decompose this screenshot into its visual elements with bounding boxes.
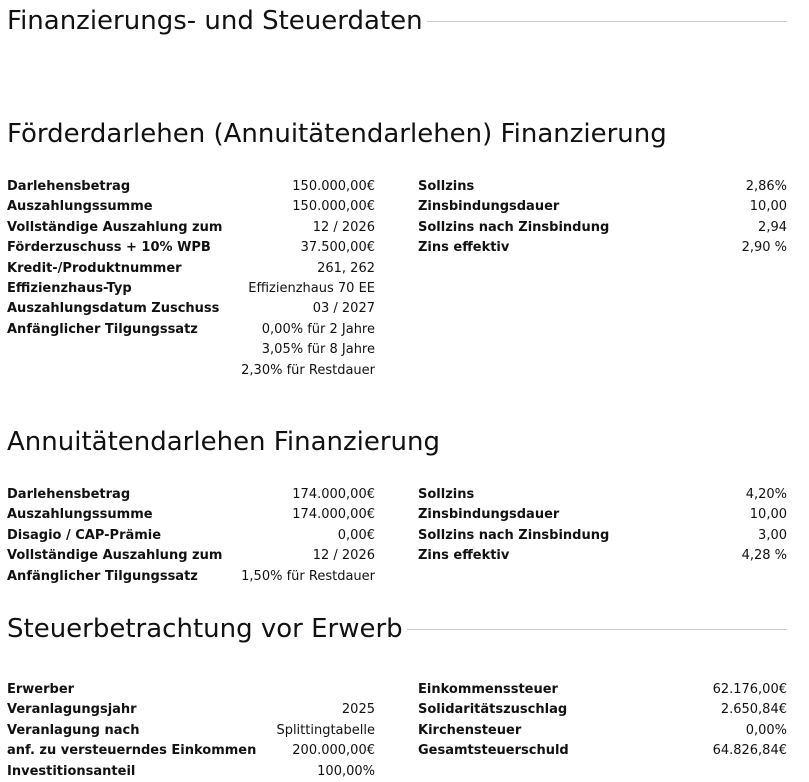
detail-value: 10,00 (749, 507, 787, 523)
detail-row (7, 505, 375, 525)
detail-label: Anfänglicher Tilgungssatz (7, 568, 198, 584)
detail-value: 2.650,84€ (720, 702, 787, 718)
detail-label: Vollständige Auszahlung zum (7, 219, 223, 235)
detail-value: 3,00 (758, 527, 787, 543)
detail-label: Einkommenssteuer (418, 682, 558, 697)
detail-row (7, 361, 375, 381)
detail-row (7, 218, 375, 238)
detail-value: 2,94 (758, 219, 787, 235)
detail-label: Vollständige Auszahlung zum (7, 548, 223, 564)
detail-label: Erwerber (7, 682, 75, 697)
loan2-title: Annuitätendarlehen Finanzierung (7, 427, 440, 457)
detail-row (418, 505, 787, 525)
detail-row (7, 721, 375, 741)
detail-label: Darlehensbetrag (7, 179, 131, 194)
detail-row (7, 680, 375, 700)
loan1-left-column (7, 177, 375, 381)
detail-row (418, 485, 787, 505)
detail-label: Darlehensbetrag (7, 487, 131, 502)
detail-value: 261, 262 (317, 260, 375, 276)
detail-value: 10,00 (749, 199, 787, 215)
tax-left-column (7, 680, 375, 782)
detail-row (418, 177, 787, 197)
loan1-title: Förderdarlehen (Annuitätendarlehen) Finanzierung (7, 119, 667, 149)
detail-row (7, 177, 375, 197)
detail-label: Kirchensteuer (418, 722, 522, 738)
detail-label: Veranlagung nach (7, 722, 140, 738)
detail-row (7, 700, 375, 720)
detail-label: Auszahlungssumme (7, 507, 153, 523)
detail-value: 3,05% für 8 Jahre (261, 342, 375, 358)
detail-row (7, 762, 375, 782)
detail-label: Sollzins nach Zinsbindung (418, 219, 610, 235)
detail-row (7, 741, 375, 761)
detail-value: 150.000,00€ (292, 179, 375, 194)
detail-row (418, 238, 787, 258)
loan2-right-column (418, 485, 787, 567)
detail-value: 12 / 2026 (312, 548, 375, 564)
page-header (7, 4, 787, 38)
detail-value: 2,86% (745, 179, 787, 194)
detail-row (418, 218, 787, 238)
detail-label: Sollzins (418, 487, 475, 502)
detail-label: Auszahlungsdatum Zuschuss (7, 301, 220, 317)
detail-value: 100,00% (317, 763, 375, 779)
detail-row (7, 546, 375, 566)
detail-row (418, 526, 787, 546)
tax-divider (407, 629, 787, 630)
detail-row (7, 340, 375, 360)
detail-label: Zins effektiv (418, 548, 510, 564)
detail-value: 03 / 2027 (312, 301, 375, 317)
page-title: Finanzierungs- und Steuerdaten (7, 6, 423, 36)
detail-label: Veranlagungsjahr (7, 702, 137, 718)
loan2-left-column (7, 485, 375, 587)
detail-row (7, 567, 375, 587)
detail-value: 150.000,00€ (292, 199, 375, 215)
detail-row (7, 299, 375, 319)
detail-row (418, 197, 787, 217)
detail-value: 37.500,00€ (300, 240, 375, 256)
detail-row (7, 485, 375, 505)
detail-value: 174.000,00€ (292, 507, 375, 523)
detail-label: Zins effektiv (418, 240, 510, 256)
detail-row (7, 320, 375, 340)
detail-value: 2,30% für Restdauer (241, 362, 375, 378)
detail-value: 174.000,00€ (292, 487, 375, 502)
detail-label: Anfänglicher Tilgungssatz (7, 321, 198, 337)
detail-value: 1,50% für Restdauer (241, 568, 375, 584)
detail-label: anf. zu versteuerndes Einkommen (7, 743, 257, 759)
detail-label: Solidaritätszuschlag (418, 702, 568, 718)
detail-row (7, 259, 375, 279)
detail-value: 12 / 2026 (312, 219, 375, 235)
detail-value: 64.826,84€ (712, 743, 787, 759)
detail-label: Kredit-/Produktnummer (7, 260, 182, 276)
detail-row (418, 680, 787, 700)
detail-value: Splittingtabelle (276, 722, 375, 738)
detail-row (418, 546, 787, 566)
detail-value: 62.176,00€ (712, 682, 787, 697)
detail-label: Sollzins (418, 179, 475, 194)
detail-value: 2025 (341, 702, 375, 718)
tax-header (7, 612, 787, 646)
detail-value: 0,00% für 2 Jahre (261, 321, 375, 337)
detail-value: 200.000,00€ (292, 743, 375, 759)
detail-row (418, 700, 787, 720)
detail-value: 4,28 % (741, 548, 787, 564)
detail-row (7, 238, 375, 258)
detail-row (418, 721, 787, 741)
detail-label: Sollzins nach Zinsbindung (418, 527, 610, 543)
detail-label: Zinsbindungsdauer (418, 507, 560, 523)
detail-row (418, 741, 787, 761)
tax-title: Steuerbetrachtung vor Erwerb (7, 614, 403, 644)
detail-label: Förderzuschuss + 10% WPB (7, 240, 211, 256)
detail-label: Effizienzhaus-Typ (7, 280, 132, 296)
loan1-right-column (418, 177, 787, 259)
detail-value: 4,20% (745, 487, 787, 502)
detail-label: Disagio / CAP-Prämie (7, 527, 162, 543)
detail-label: Auszahlungssumme (7, 199, 153, 215)
detail-value: 0,00% (745, 722, 787, 738)
detail-row (7, 279, 375, 299)
detail-value: 2,90 % (741, 240, 787, 256)
detail-label: Investitionsanteil (7, 763, 136, 779)
header-divider (427, 21, 787, 22)
detail-label: Zinsbindungsdauer (418, 199, 560, 215)
detail-value: 0,00€ (337, 527, 375, 543)
detail-row (7, 526, 375, 546)
detail-value: Effizienzhaus 70 EE (248, 280, 375, 296)
detail-row (7, 197, 375, 217)
detail-label: Gesamtsteuerschuld (418, 743, 569, 759)
tax-right-column (418, 680, 787, 762)
